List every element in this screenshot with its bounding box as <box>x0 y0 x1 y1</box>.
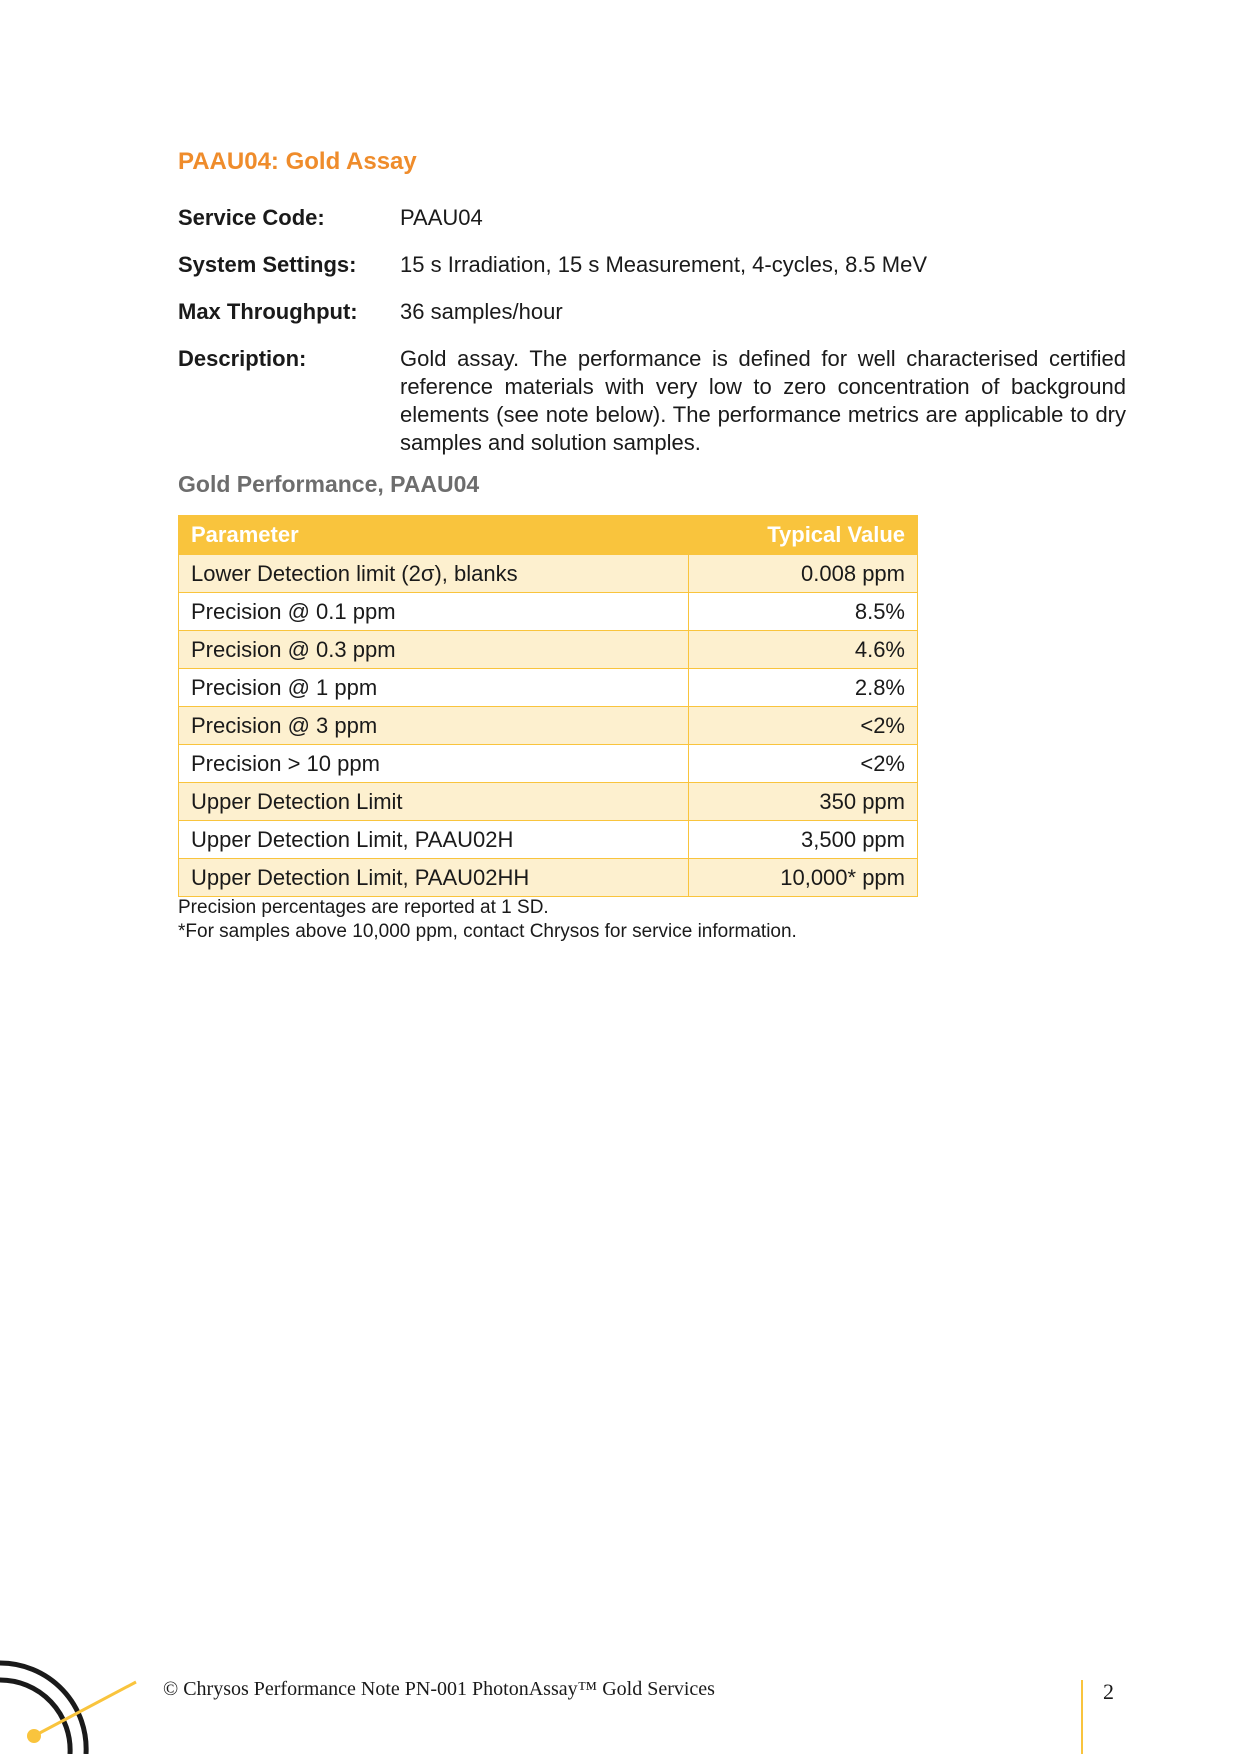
description-label: Description: <box>178 346 307 371</box>
value-cell: 4.6% <box>689 631 918 669</box>
page-number: 2 <box>1103 1679 1114 1704</box>
service-code-label: Service Code: <box>178 205 325 230</box>
parameter-cell: Upper Detection Limit <box>179 783 689 821</box>
parameter-cell: Precision @ 0.1 ppm <box>179 593 689 631</box>
system-settings-label: System Settings: <box>178 252 357 277</box>
table-row <box>179 555 918 593</box>
parameter-cell: Lower Detection limit (2σ), blanks <box>179 555 689 593</box>
value-cell: 8.5% <box>689 593 918 631</box>
value-cell: 350 ppm <box>689 783 918 821</box>
system-settings-value: 15 s Irradiation, 15 s Measurement, 4-cycles, 8.5 MeV <box>400 252 928 277</box>
description-row <box>178 345 1126 457</box>
chrysos-logo-icon <box>0 1650 140 1759</box>
table-header-row <box>179 516 918 555</box>
max-throughput-label: Max Throughput: <box>178 299 358 324</box>
table-row <box>179 745 918 783</box>
parameter-header: Parameter <box>179 516 689 555</box>
service-code-row <box>178 204 1126 232</box>
value-cell: 3,500 ppm <box>689 821 918 859</box>
system-settings-row <box>178 251 1126 279</box>
value-cell: <2% <box>689 707 918 745</box>
parameter-cell: Precision > 10 ppm <box>179 745 689 783</box>
samples-footnote: *For samples above 10,000 ppm, contact Chrysos for service information. <box>178 921 797 942</box>
parameter-cell: Precision @ 0.3 ppm <box>179 631 689 669</box>
footer-copyright: © Chrysos Performance Note PN-001 PhotonAssay™ Gold Services <box>163 1678 715 1700</box>
table-row <box>179 783 918 821</box>
performance-table <box>178 515 918 897</box>
section-title: PAAU04: Gold Assay <box>178 148 417 175</box>
value-cell: <2% <box>689 745 918 783</box>
table-title: Gold Performance, PAAU04 <box>178 471 480 497</box>
table-row <box>179 707 918 745</box>
value-cell: 2.8% <box>689 669 918 707</box>
max-throughput-row <box>178 298 1126 326</box>
precision-note: Precision percentages are reported at 1 SD. <box>178 897 549 918</box>
table-row <box>179 821 918 859</box>
parameter-cell: Upper Detection Limit, PAAU02HH <box>179 859 689 897</box>
parameter-cell: Upper Detection Limit, PAAU02H <box>179 821 689 859</box>
footer-divider <box>1081 1680 1083 1754</box>
service-code-value: PAAU04 <box>400 205 483 230</box>
typical-value-header: Typical Value <box>689 516 918 555</box>
table-row <box>179 669 918 707</box>
table-notes <box>178 896 797 944</box>
table-row <box>179 631 918 669</box>
service-details <box>178 204 1126 476</box>
max-throughput-value: 36 samples/hour <box>400 299 563 324</box>
table-row <box>179 859 918 897</box>
value-cell: 10,000* ppm <box>689 859 918 897</box>
value-cell: 0.008 ppm <box>689 555 918 593</box>
parameter-cell: Precision @ 1 ppm <box>179 669 689 707</box>
description-value: Gold assay. The performance is defined for well characterised certified reference materials with very low to zero concentration of background elements (see note below). The performance metrics are applicable to dry samples and solution samples. <box>400 346 1126 455</box>
table-row <box>179 593 918 631</box>
parameter-cell: Precision @ 3 ppm <box>179 707 689 745</box>
